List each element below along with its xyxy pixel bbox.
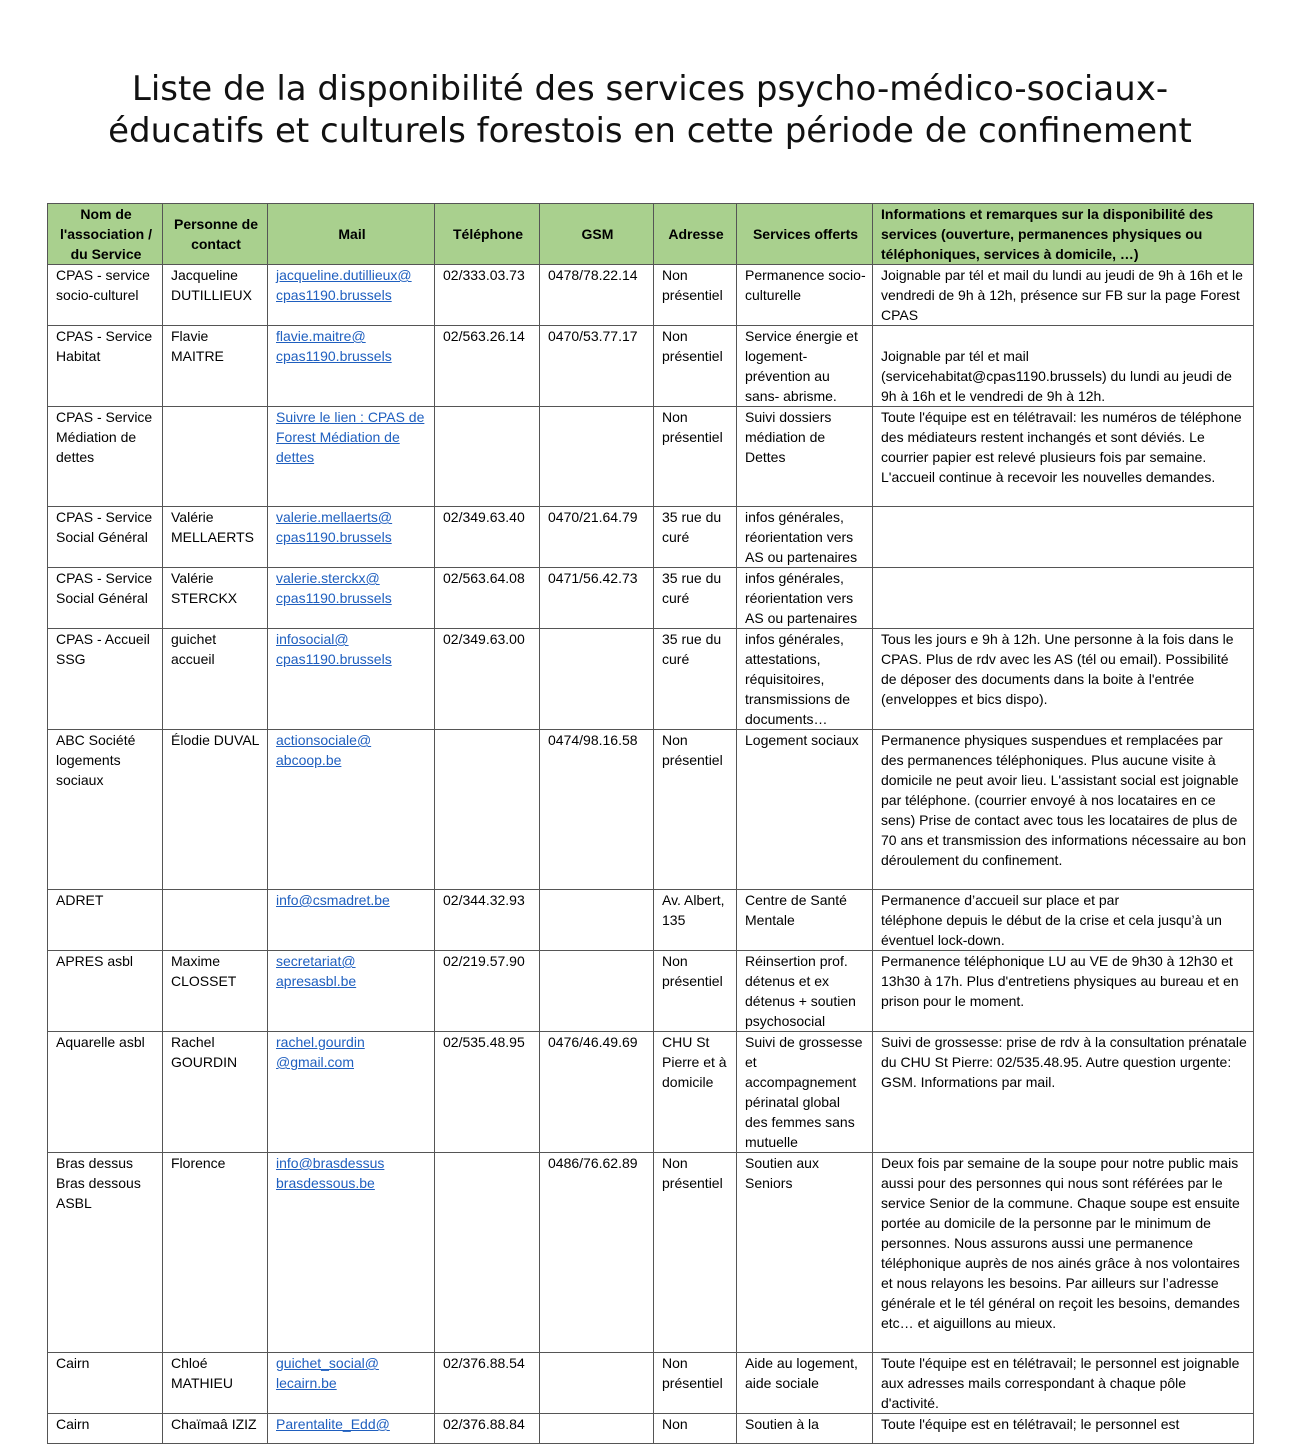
- cell-services: [737, 629, 873, 730]
- cell-mail: [268, 507, 435, 568]
- cell-name: [48, 265, 163, 326]
- cell-address: [654, 1153, 737, 1353]
- cell-mail: [268, 629, 435, 730]
- cell-contact-text: Chloé MATHIEU: [171, 1355, 233, 1391]
- cell-phone-text: 02/563.26.14: [443, 328, 525, 344]
- cell-services: [737, 507, 873, 568]
- cell-mail: [268, 407, 435, 507]
- cell-services-text: Soutien aux Seniors: [745, 1155, 819, 1191]
- mail-link[interactable]: info@brasdessus brasdessous.be: [276, 1155, 385, 1191]
- cell-services-text: infos générales, réorientation vers AS ou partenaires: [745, 509, 858, 565]
- cell-contact: [163, 1032, 268, 1153]
- cell-services-text: Aide au logement, aide sociale: [745, 1355, 858, 1391]
- cell-address: [654, 730, 737, 890]
- mail-link[interactable]: flavie.maitre@ cpas1190.brussels: [276, 328, 392, 364]
- table-row: [48, 326, 1254, 407]
- cell-contact: [163, 730, 268, 890]
- cell-address: [654, 407, 737, 507]
- header-gsm: GSM: [540, 204, 654, 265]
- table-row: [48, 265, 1254, 326]
- table-row: [48, 1353, 1254, 1414]
- cell-name: [48, 507, 163, 568]
- cell-services: [737, 730, 873, 890]
- mail-link[interactable]: valerie.sterckx@ cpas1190.brussels: [276, 570, 392, 606]
- mail-link[interactable]: info@csmadret.be: [276, 892, 390, 908]
- cell-mail: [268, 730, 435, 890]
- cell-name: [48, 890, 163, 951]
- cell-services-text: Logement sociaux: [745, 732, 859, 748]
- header-mail: Mail: [268, 204, 435, 265]
- cell-name: [48, 730, 163, 890]
- cell-name: [48, 629, 163, 730]
- cell-gsm: [540, 1353, 654, 1414]
- cell-mail: [268, 890, 435, 951]
- cell-mail: [268, 568, 435, 629]
- cell-info: [873, 507, 1254, 568]
- cell-name: [48, 1153, 163, 1353]
- cell-info: [873, 730, 1254, 890]
- cell-phone: [435, 629, 540, 730]
- cell-phone: [435, 265, 540, 326]
- header-row: [48, 204, 1254, 265]
- table-row: [48, 1153, 1254, 1353]
- cell-address: [654, 890, 737, 951]
- cell-gsm-text: 0478/78.22.14: [548, 267, 638, 283]
- cell-info-text: Permanence physiques suspendues et remplacées par des permanences téléphoniques. Plus aucune visite à domicile ne peut avoir lieu. L'assistant social est joignable par téléphone. (courrier envoyé à nos locataires en ce sens) Prise de contact avec tous les locataires de plus de 70 ans et transmission des informations nécessaire au bon déroulement du confinement.: [881, 732, 1246, 868]
- title-line-1: Liste de la disponibilité des services psycho-médico-sociaux-: [131, 69, 1169, 109]
- cell-name-text: CPAS - Accueil SSG: [56, 631, 150, 667]
- cell-contact: [163, 507, 268, 568]
- cell-phone-text: 02/349.63.40: [443, 509, 525, 525]
- cell-info-text: Suivi de grossesse: prise de rdv à la consultation prénatale du CHU St Pierre: 02/535.48.95. Autre question urgente: GSM. Informations par mail.: [881, 1034, 1247, 1090]
- cell-phone: [435, 890, 540, 951]
- cell-mail: [268, 326, 435, 407]
- table-row: [48, 951, 1254, 1032]
- cell-info: [873, 1353, 1254, 1414]
- cell-info-text: Toute l'équipe est en télétravail; le personnel est: [881, 1416, 1180, 1432]
- cell-contact-text: Rachel GOURDIN: [171, 1034, 238, 1070]
- mail-link[interactable]: valerie.mellaerts@ cpas1190.brussels: [276, 509, 393, 545]
- cell-address-text: Non présentiel: [662, 267, 723, 303]
- cell-address-text: Non présentiel: [662, 732, 723, 768]
- title-line-2: éducatifs et culturels forestois en cette période de confinement: [108, 111, 1192, 151]
- page-title: [0, 68, 1300, 152]
- cell-services: [737, 951, 873, 1032]
- cell-gsm: [540, 1032, 654, 1153]
- cell-contact: [163, 407, 268, 507]
- cell-gsm: [540, 951, 654, 1032]
- cell-address: [654, 265, 737, 326]
- header-name: Nom de l'association / du Service: [48, 204, 163, 265]
- cell-phone-text: 02/376.88.84: [443, 1416, 525, 1432]
- table-row: [48, 568, 1254, 629]
- cell-address: [654, 507, 737, 568]
- cell-phone-text: 02/333.03.73: [443, 267, 525, 283]
- cell-gsm: [540, 326, 654, 407]
- cell-contact-text: Élodie DUVAL: [171, 732, 260, 748]
- cell-contact: [163, 1153, 268, 1353]
- table-row: [48, 890, 1254, 951]
- cell-gsm-text: 0476/46.49.69: [548, 1034, 638, 1050]
- cell-contact: [163, 951, 268, 1032]
- cell-phone: [435, 1353, 540, 1414]
- cell-mail: [268, 1032, 435, 1153]
- cell-services-text: Réinsertion prof. détenus et ex détenus + soutien psychosocial: [745, 953, 856, 1029]
- cell-address: [654, 568, 737, 629]
- table-row: [48, 629, 1254, 730]
- cell-contact-text: guichet accueil: [171, 631, 217, 667]
- cell-address-text: 35 rue du curé: [662, 631, 722, 667]
- table-row: [48, 1032, 1254, 1153]
- cell-contact-text: Florence: [171, 1155, 226, 1171]
- mail-link[interactable]: infosocial@ cpas1190.brussels: [276, 631, 392, 667]
- cell-services: [737, 890, 873, 951]
- cell-phone-text: 02/344.32.93: [443, 892, 525, 908]
- cell-name-text: CPAS - Service Social Général: [56, 509, 153, 545]
- cell-info: [873, 951, 1254, 1032]
- cell-info-text: Permanence téléphonique LU au VE de 9h30 à 12h30 et 13h30 à 17h. Plus d'entretiens physiques au bureau et en prison pour le moment.: [881, 953, 1239, 1009]
- cell-services-text: Centre de Santé Mentale: [745, 892, 847, 928]
- cell-phone: [435, 1032, 540, 1153]
- cell-info-text: Joignable par tél et mail (servicehabitat@cpas1190.brussels) du lundi au jeudi de 9h à 16h et le vendredi de 9h à 12h.: [881, 348, 1232, 404]
- cell-contact: [163, 265, 268, 326]
- services-table: [47, 203, 1254, 1444]
- cell-mail: [268, 951, 435, 1032]
- cell-gsm: [540, 890, 654, 951]
- cell-address-text: Non présentiel: [662, 409, 723, 445]
- mail-link[interactable]: Suivre le lien : CPAS de Forest Médiation de dettes: [276, 409, 425, 465]
- cell-phone: [435, 407, 540, 507]
- cell-name: [48, 407, 163, 507]
- table-body: [48, 265, 1254, 1444]
- cell-gsm: [540, 730, 654, 890]
- header-services: Services offerts: [737, 204, 873, 265]
- cell-name: [48, 951, 163, 1032]
- cell-gsm-text: 0474/98.16.58: [548, 732, 638, 748]
- cell-phone: [435, 730, 540, 890]
- cell-info-text: Joignable par tél et mail du lundi au jeudi de 9h à 16h et le vendredi de 9h à 12h, présence sur FB sur la page Forest CPAS: [881, 267, 1243, 323]
- cell-phone-text: 02/376.88.54: [443, 1355, 525, 1371]
- table-row: [48, 407, 1254, 507]
- table-row: [48, 730, 1254, 890]
- cell-name-text: Cairn: [56, 1416, 90, 1432]
- cell-phone: [435, 1153, 540, 1353]
- cell-info: [873, 629, 1254, 730]
- cell-info: [873, 568, 1254, 629]
- cell-services: [737, 568, 873, 629]
- cell-name: [48, 1032, 163, 1153]
- cell-services-text: Service énergie et logement- prévention au sans- abrisme.: [745, 328, 858, 404]
- cell-name-text: ADRET: [56, 892, 104, 908]
- cell-gsm-text: 0470/21.64.79: [548, 509, 638, 525]
- mail-link[interactable]: secretariat@ apresasbl.be: [276, 953, 357, 989]
- cell-gsm-text: 0470/53.77.17: [548, 328, 638, 344]
- cell-address-text: Non présentiel: [662, 953, 723, 989]
- cell-services-text: Soutien à la: [745, 1416, 819, 1432]
- cell-phone: [435, 951, 540, 1032]
- cell-services-text: infos générales, réorientation vers AS ou partenaires: [745, 570, 858, 626]
- cell-address-text: Non présentiel: [662, 1155, 723, 1191]
- cell-address-text: 35 rue du curé: [662, 570, 722, 606]
- cell-info: [873, 265, 1254, 326]
- cell-name-text: ABC Société logements sociaux: [56, 732, 136, 788]
- cell-address: [654, 1353, 737, 1414]
- cell-contact: [163, 326, 268, 407]
- header-info: Informations et remarques sur la disponibilité des services (ouverture, permanences physiques ou téléphoniques, services à domicile, …): [873, 204, 1254, 265]
- cell-contact-text: Valérie MELLAERTS: [171, 509, 254, 545]
- cell-address: [654, 951, 737, 1032]
- cell-address-text: Non présentiel: [662, 1355, 723, 1391]
- cell-info: [873, 407, 1254, 507]
- cell-contact-text: Valérie STERCKX: [171, 570, 238, 606]
- cell-name-text: Cairn: [56, 1355, 90, 1371]
- cell-name: [48, 568, 163, 629]
- cell-phone-text: 02/563.64.08: [443, 570, 525, 586]
- cell-phone-text: 02/349.63.00: [443, 631, 525, 647]
- cell-info-text: Permanence d’accueil sur place et par téléphone depuis le début de la crise et cela jusqu’à un éventuel lock-down.: [881, 892, 1222, 948]
- cell-gsm: [540, 407, 654, 507]
- cell-services: [737, 326, 873, 407]
- cell-address: [654, 326, 737, 407]
- cell-services-text: infos générales, attestations, réquisitoires, transmissions de documents…: [745, 631, 851, 727]
- cell-contact: [163, 629, 268, 730]
- cell-name-text: CPAS - Service Social Général: [56, 570, 153, 606]
- cell-contact-text: Maxime CLOSSET: [171, 953, 237, 989]
- cell-contact-text: Flavie MAITRE: [171, 328, 224, 364]
- cell-address: [654, 1032, 737, 1153]
- cell-gsm-text: 0471/56.42.73: [548, 570, 638, 586]
- mail-link[interactable]: actionsociale@ abcoop.be: [276, 732, 372, 768]
- cell-gsm: [540, 265, 654, 326]
- cell-contact-text: Chaïmaâ IZIZ: [171, 1416, 257, 1432]
- cell-gsm: [540, 1153, 654, 1353]
- cell-mail: [268, 265, 435, 326]
- cell-info-text: Toute l'équipe est en télétravail: les numéros de téléphone des médiateurs restent inchangés et sont déviés. Le courrier papier est relevé plusieurs fois par semaine. L'accueil continue à recevoir les nouvelles demandes.: [881, 409, 1242, 485]
- cell-phone: [435, 568, 540, 629]
- cell-address-text: Non: [662, 1416, 688, 1432]
- cell-name-text: Aquarelle asbl: [56, 1034, 145, 1050]
- header-contact: Personne de contact: [163, 204, 268, 265]
- cell-address-text: Av. Albert, 135: [662, 892, 725, 928]
- cell-info-text: Deux fois par semaine de la soupe pour notre public mais aussi pour des personnes qui nous sont référées par le service Senior de la commune. Chaque soupe est ensuite portée au domicile de la personne par le minimum de personnes. Nous assurons aussi une permanence téléphonique auprès de nos ainés grâce à nos volontaires et nous relayons les besoins. Par ailleurs sur l’adresse générale et le tél général on reçoit les besoins, demandes etc… et aiguillons au mieux.: [881, 1155, 1240, 1331]
- cell-contact-text: Jacqueline DUTILLIEUX: [171, 267, 252, 303]
- cell-address-text: CHU St Pierre et à domicile: [662, 1034, 727, 1090]
- cell-services: [737, 1353, 873, 1414]
- cell-phone: [435, 326, 540, 407]
- cell-name-text: APRES asbl: [56, 953, 134, 969]
- cell-address-text: Non présentiel: [662, 328, 723, 364]
- cell-services: [737, 407, 873, 507]
- cell-name-text: CPAS - Service Habitat: [56, 328, 153, 364]
- cell-phone-text: 02/535.48.95: [443, 1034, 525, 1050]
- cell-contact: [163, 890, 268, 951]
- cell-services-text: Suivi dossiers médiation de Dettes: [745, 409, 832, 465]
- cell-mail: [268, 1153, 435, 1353]
- cell-gsm-text: 0486/76.62.89: [548, 1155, 638, 1171]
- mail-link[interactable]: guichet_social@ lecairn.be: [276, 1355, 379, 1391]
- cell-info-text: Tous les jours e 9h à 12h. Une personne à la fois dans le CPAS. Plus de rdv avec les AS (tél ou email). Possibilité de déposer des documents dans la boite à l'entrée (enveloppes et bics dispo).: [881, 631, 1234, 707]
- cell-services: [737, 1032, 873, 1153]
- cell-services-text: Permanence socio-culturelle: [745, 267, 866, 303]
- cell-info: [873, 890, 1254, 951]
- cell-services: [737, 1153, 873, 1353]
- table-row: [48, 507, 1254, 568]
- cell-name: [48, 1353, 163, 1414]
- cell-address: [654, 629, 737, 730]
- cell-name: [48, 326, 163, 407]
- cell-contact: [163, 1353, 268, 1414]
- cell-gsm: [540, 568, 654, 629]
- cell-mail: [268, 1353, 435, 1414]
- cell-contact: [163, 568, 268, 629]
- cell-info: [873, 1032, 1254, 1153]
- mail-link[interactable]: Parentalite_Edd@: [276, 1416, 390, 1432]
- cell-gsm: [540, 507, 654, 568]
- cell-info-text: Toute l'équipe est en télétravail; le personnel est joignable aux adresses mails correspondant à chaque pôle d'activité.: [881, 1355, 1240, 1411]
- header-address: Adresse: [654, 204, 737, 265]
- cell-services: [737, 265, 873, 326]
- cell-info: [873, 326, 1254, 407]
- cell-name-text: CPAS - service socio-culturel: [56, 267, 150, 303]
- mail-link[interactable]: jacqueline.dutillieux@ cpas1190.brussels: [276, 267, 412, 303]
- header-phone: Téléphone: [435, 204, 540, 265]
- mail-link[interactable]: rachel.gourdin @gmail.com: [276, 1034, 365, 1070]
- cell-gsm: [540, 629, 654, 730]
- cell-services-text: Suivi de grossesse et accompagnement périnatal global des femmes sans mutuelle: [745, 1034, 863, 1150]
- cell-name-text: CPAS - Service Médiation de dettes: [56, 409, 153, 465]
- cell-phone: [435, 507, 540, 568]
- cell-phone-text: 02/219.57.90: [443, 953, 525, 969]
- cell-info: [873, 1153, 1254, 1353]
- cell-name-text: Bras dessus Bras dessous ASBL: [56, 1155, 141, 1211]
- cell-address-text: 35 rue du curé: [662, 509, 722, 545]
